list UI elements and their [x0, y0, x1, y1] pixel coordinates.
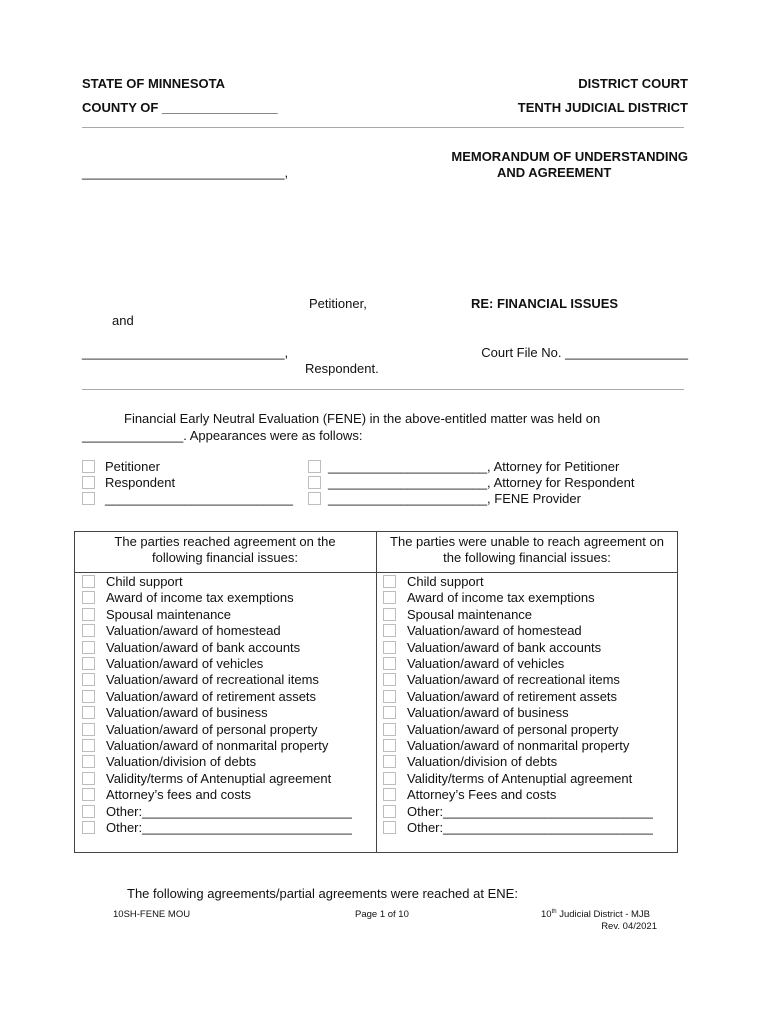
- checkbox[interactable]: [383, 690, 396, 703]
- unresolved-issue-item-label: Valuation/award of nonmarital property: [407, 738, 630, 753]
- checkbox[interactable]: [82, 805, 95, 818]
- agreed-issue-item-label: Validity/terms of Antenuptial agreement: [106, 770, 332, 786]
- agreed-issue-item-label: Spousal maintenance: [106, 606, 232, 622]
- respondent-label: Respondent.: [305, 361, 379, 376]
- header-divider: [82, 127, 684, 128]
- revision-date: Rev. 04/2021: [601, 921, 657, 932]
- county-field[interactable]: COUNTY OF ________________: [82, 100, 278, 115]
- district-label: 10th Judicial District - MJB: [541, 909, 651, 921]
- unresolved-issue-item-label: Validity/terms of Antenuptial agreement: [407, 770, 633, 786]
- agreed-issue-item-label: Valuation/award of business: [106, 705, 268, 721]
- intro-line2-date-field[interactable]: ______________. Appearances were as follows:: [82, 428, 363, 443]
- checkbox[interactable]: [82, 739, 95, 752]
- checkbox[interactable]: [383, 739, 396, 752]
- checkbox[interactable]: [308, 460, 321, 473]
- document-title-line2: AND AGREEMENT: [497, 165, 612, 180]
- unresolved-issue-item-label: Child support: [407, 574, 484, 589]
- table-header-divider: [75, 572, 677, 573]
- caption-divider: [82, 389, 684, 390]
- checkbox[interactable]: [383, 657, 396, 670]
- agreed-issue-item-label: Other:_____________________________: [106, 820, 352, 835]
- agreed-issue-item-label: Other:_____________________________: [106, 803, 352, 819]
- checkbox[interactable]: [383, 821, 396, 834]
- re-financial-issues: RE: FINANCIAL ISSUES: [471, 296, 619, 311]
- agreed-issue-item-label: Valuation/award of retirement assets: [106, 688, 317, 704]
- checkbox[interactable]: [82, 690, 95, 703]
- checkbox[interactable]: [383, 591, 396, 604]
- unresolved-issue-item-label: Attorney’s Fees and costs: [407, 787, 557, 803]
- agreed-issue-item-label: Valuation/award of personal property: [106, 721, 318, 737]
- checkbox[interactable]: [82, 657, 95, 670]
- financial-issues-table: [74, 531, 678, 853]
- checkbox[interactable]: [82, 476, 95, 489]
- checkbox[interactable]: [383, 706, 396, 719]
- checkbox[interactable]: [82, 591, 95, 604]
- form-id: 10SH-FENE MOU: [113, 909, 191, 920]
- checkbox[interactable]: [82, 706, 95, 719]
- agreed-issue-item-label: Award of income tax exemptions: [106, 590, 294, 606]
- page-number: Page 1 of 10: [355, 909, 409, 920]
- checkbox[interactable]: [82, 673, 95, 686]
- unresolved-issue-item-label: Valuation/award of homestead: [407, 623, 582, 639]
- checkbox[interactable]: [82, 608, 95, 621]
- checkbox[interactable]: [383, 788, 396, 801]
- agreed-issue-item-label: Attorney’s fees and costs: [106, 787, 252, 803]
- and-label: and: [112, 313, 134, 328]
- unresolved-issue-item-label: Valuation/award of vehicles: [407, 656, 565, 671]
- unresolved-issue-item-label: Valuation/award of personal property: [407, 721, 619, 737]
- unresolved-column-header: The parties were unable to reach agreement on the following financial issues:: [390, 534, 664, 565]
- unresolved-issue-item-label: Valuation/award of retirement assets: [407, 688, 618, 704]
- checkbox[interactable]: [82, 755, 95, 768]
- petitioner-label: Petitioner,: [309, 296, 367, 311]
- unresolved-issue-item-label: Other:_____________________________: [407, 820, 653, 835]
- agreed-issue-item-label: Valuation/division of debts: [106, 754, 257, 770]
- checkbox[interactable]: [383, 575, 396, 588]
- court-heading: DISTRICT COURT: [578, 76, 688, 91]
- unresolved-issue-item-label: Other:_____________________________: [407, 803, 653, 819]
- checkbox[interactable]: [383, 772, 396, 785]
- agreed-issue-item-label: Valuation/award of nonmarital property: [106, 738, 329, 753]
- unresolved-issue-item-label: Spousal maintenance: [407, 606, 533, 622]
- document-title-line1: MEMORANDUM OF UNDERSTANDING: [451, 149, 688, 164]
- checkbox[interactable]: [82, 624, 95, 637]
- closing-statement: The following agreements/partial agreements were reached at ENE:: [127, 886, 518, 901]
- agreed-issue-item-label: Child support: [106, 574, 183, 589]
- agreed-issue-item-label: Valuation/award of recreational items: [106, 672, 319, 688]
- checkbox[interactable]: [82, 788, 95, 801]
- petitioner-name-field[interactable]: ____________________________,: [82, 165, 289, 180]
- checkbox[interactable]: [383, 755, 396, 768]
- checkbox[interactable]: [82, 821, 95, 834]
- district-heading: TENTH JUDICIAL DISTRICT: [517, 100, 688, 115]
- checkbox[interactable]: [383, 641, 396, 654]
- agreed-issue-item-label: Valuation/award of homestead: [106, 623, 281, 639]
- checkbox[interactable]: [383, 608, 396, 621]
- checkbox[interactable]: [82, 460, 95, 473]
- checkbox[interactable]: [82, 723, 95, 736]
- checkbox[interactable]: [383, 673, 396, 686]
- unresolved-issue-item-label: Award of income tax exemptions: [407, 590, 595, 606]
- state-heading: STATE OF MINNESOTA: [82, 76, 225, 91]
- checkbox[interactable]: [383, 723, 396, 736]
- checkbox[interactable]: [82, 772, 95, 785]
- agreed-issue-item-label: Valuation/award of bank accounts: [106, 639, 301, 655]
- agreed-column-header: The parties reached agreement on the following financial issues:: [114, 534, 336, 565]
- unresolved-issue-item-label: Valuation/award of bank accounts: [407, 639, 602, 655]
- table-column-divider: [376, 532, 377, 852]
- checkbox[interactable]: [82, 492, 95, 505]
- agreed-issue-item-label: Valuation/award of vehicles: [106, 656, 264, 671]
- checkbox[interactable]: [383, 805, 396, 818]
- respondent-name-field[interactable]: ____________________________,: [82, 345, 289, 360]
- checkbox[interactable]: [82, 641, 95, 654]
- intro-line1: Financial Early Neutral Evaluation (FENE) in the above-entitled matter was held on: [124, 411, 601, 426]
- checkbox[interactable]: [383, 624, 396, 637]
- unresolved-issue-item-label: Valuation/division of debts: [407, 754, 558, 770]
- checkbox[interactable]: [82, 575, 95, 588]
- court-file-number-field[interactable]: Court File No. _________________: [481, 345, 688, 360]
- checkbox[interactable]: [308, 492, 321, 505]
- unresolved-issue-item-label: Valuation/award of recreational items: [407, 672, 620, 688]
- unresolved-issue-item-label: Valuation/award of business: [407, 705, 569, 721]
- checkbox[interactable]: [308, 476, 321, 489]
